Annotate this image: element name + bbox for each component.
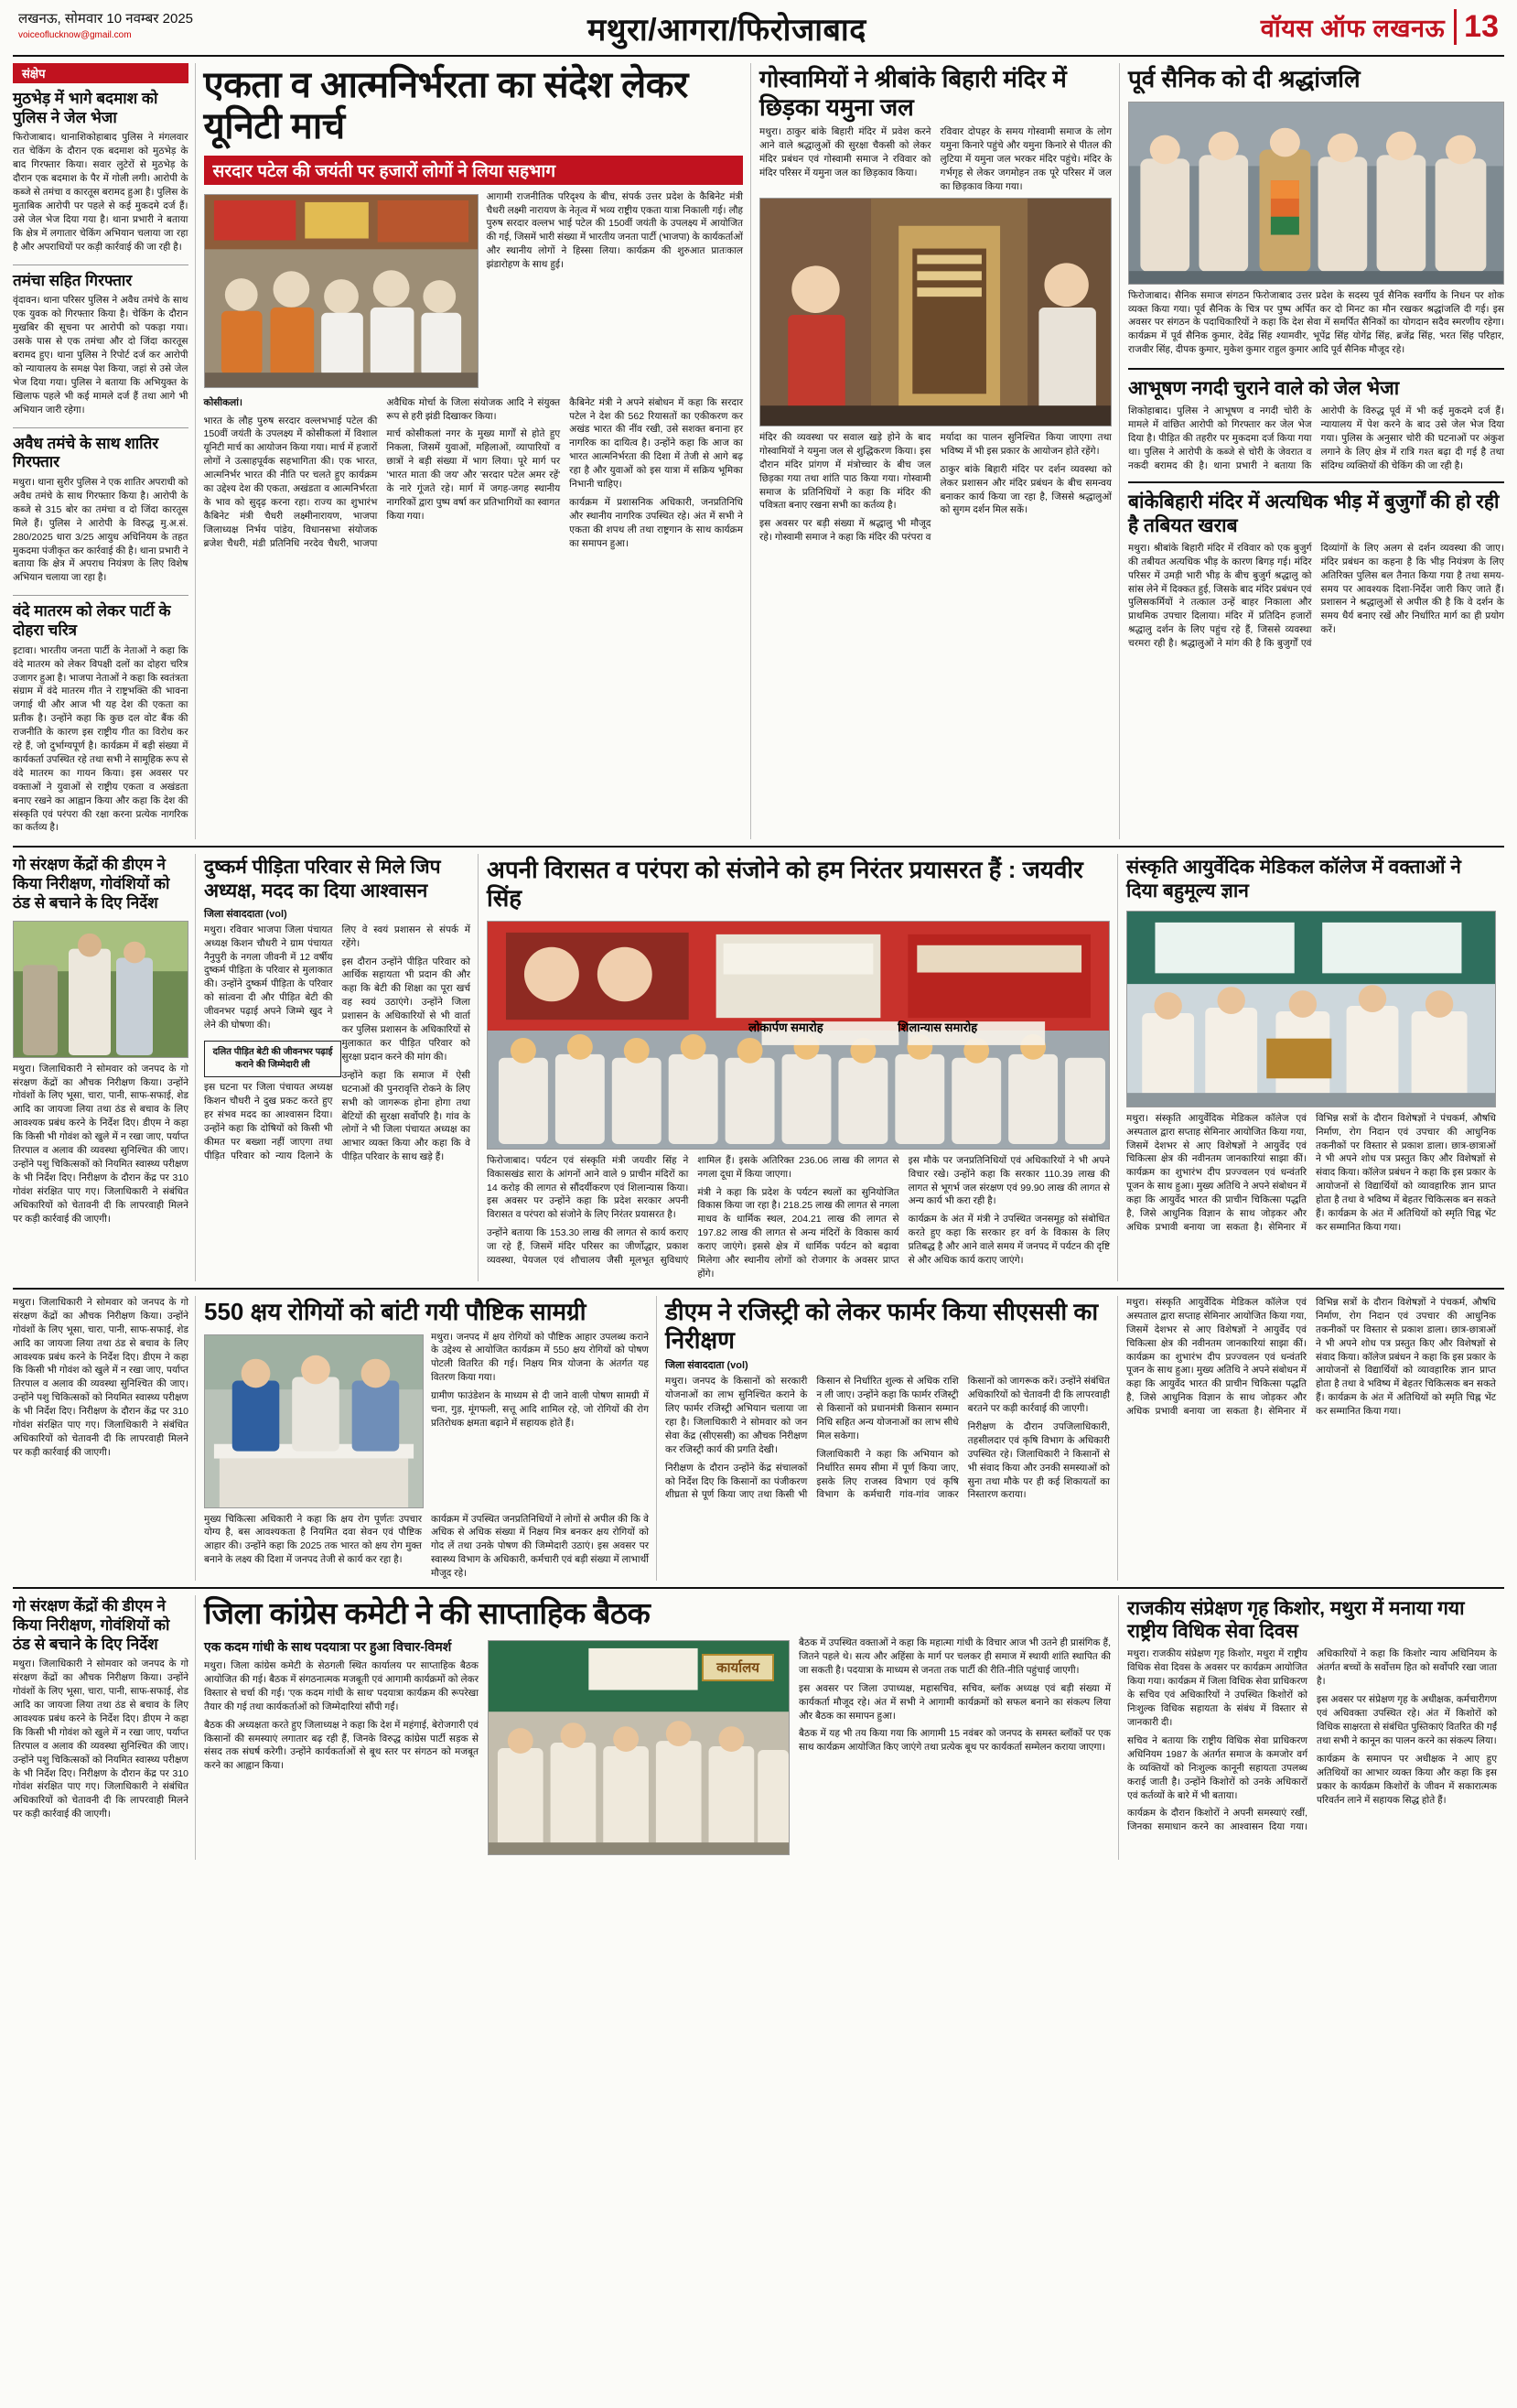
tb-paragraph: मथुरा। जनपद में क्षय रोगियों को पौष्टिक आहार उपलब्ध कराने के उद्देश्य से आयोजित कार्यक्रम में 550 क्षय रोगियों को पोषण पोटली वितरित की गई। निक्षय मित्र योजना के अंतर्गत यह वितरण किया गया। [431,1331,649,1384]
congress-meeting-story [204,1595,1119,1860]
dm-paragraph: निरीक्षण के दौरान उपजिलाधिकारी, तहसीलदार एवं कृषि विभाग के अधिकारी उपस्थित रहे। जिलाधिकारी ने किसानों से भी संवाद किया और उनकी समस्याओं को सुना तथा मौके पर ही कई शिकायतों का निस्तारण कराया। [967,1420,1110,1501]
banner-label-1: लोकार्पण समारोह [748,1020,823,1035]
third-band [13,1296,1504,1581]
edition-date: लखनऊ, सोमवार 10 नवम्बर 2025 [18,11,194,27]
lead-paragraph: कार्यक्रम में प्रशासनिक अधिकारी, जनप्रतिनिधि और स्थानीय नागरिक उपस्थित रहे। अंत में सभी ने एकता की शपथ ली तथा राष्ट्रगान के साथ कार्यक्रम का समापन हुआ। [569,496,743,549]
theft-headline: आभूषण नगदी चुराने वाले को जेल भेजा [1128,378,1400,400]
banner-label-2: शिलान्यास समारोह [898,1020,978,1035]
dm-headline: डीएम ने रजिस्ट्री को लेकर फार्मर किया सीएससी का निरीक्षण [665,1297,1099,1354]
cow-shelter-text: मथुरा। जिलाधिकारी ने सोमवार को जनपद के गो संरक्षण केंद्रों का औचक निरीक्षण किया। उन्होंने गोवंशों के लिए भूसा, चारा, पानी, साफ-सफाई, शेड आदि का जायजा लिया तथा ठंड से बचाव के लिए आवश्यक प्रबंध करने के निर्देश दिए। डीएम ने कहा कि किसी भी गोवंश को खुले में न रखा जाए, पर्याप्त तिरपाल व अलाव की व्यवस्था सुनिश्चित की जाए। उन्होंने पशु चिकित्सकों को नियमित स्वास्थ्य परीक्षण के भी निर्देश दिए। निरीक्षण के दौरान केंद्र पर 310 गोवंश संरक्षित पाए गए। जिलाधिकारी ने संबंधित अधिकारियों को चेतावनी दी कि लापरवाही मिलने पर कड़ी कार्रवाई की जाएगी। [13,1658,188,1820]
lead-paragraph: मार्च कोसीकलां नगर के मुख्य मार्गों से होते हुए निकला, जिसमें युवाओं, महिलाओं, व्यापारियों व छात्रों ने बड़ी संख्या में भाग लिया। पूरे मार्ग पर 'भारत माता की जय' और 'सरदार पटेल अमर रहें' के नारे गूंजते रहे। मार्ग में जगह-जगह स्थानीय नागरिकों द्वारा पुष्प वर्षा कर प्रतिभागियों का स्वागत किया गया। [386,428,561,522]
veteran-photo-image [1129,103,1503,284]
masthead-left [18,9,193,42]
tb-photo [204,1334,424,1508]
crowd-text: मथुरा। श्रीबांके बिहारी मंदिर में रविवार को एक बुजुर्ग की तबीयत अत्यधिक भीड़ के कारण बिगड़ गई। मंदिर परिसर में उमड़ी भारी भीड़ के बीच बुजुर्ग श्रद्धालु को सांस लेने में दिक्कत हुई, जिसके बाद मंदिर प्रबंधन एवं पुलिसकर्मियों ने तत्काल उन्हें बाहर निकाला और प्राथमिक उपचार दिलाया। मंदिर में प्रतिदिन हजारों श्रद्धालु दर्शन के लिए पहुंच रहे हैं, जिससे व्यवस्था चरमरा रही है। श्रद्धालुओं ने मांग की है कि बुजुर्गों एवं दिव्यांगों के लिए अलग से दर्शन व्यवस्था की जाए। मंदिर प्रबंधन का कहना है कि भीड़ नियंत्रण के लिए अतिरिक्त पुलिस बल तैनात किया गया है तथा समय-समय पर आवश्यक दिशा-निर्देश जारी किए जाते हैं। प्रशासन ने श्रद्धालुओं से अपील की है कि वे दर्शन के समय धैर्य बनाए रखें और निर्धारित मार्ग का ही प्रयोग करें। [1128,542,1504,650]
congress-photo [488,1640,790,1855]
congress-paragraph: मथुरा। जिला कांग्रेस कमेटी के सेठगली स्थित कार्यालय पर साप्ताहिक बैठक आयोजित की गई। बैठक में संगठनात्मक मजबूती एवं आगामी कार्यक्रमों को लेकर विस्तार से चर्चा की गई। 'एक कदम गांधी के साथ' पदयात्रा कार्यक्रम की रूपरेखा तैयार की गई तथा कार्यकर्ताओं को जिम्मेदारियां सौंपी गईं। [204,1660,479,1712]
ayurveda-text-continued: मथुरा। संस्कृति आयुर्वेदिक मेडिकल कॉलेज एवं अस्पताल द्वारा सप्ताह सेमिनार आयोजित किया गया, जिसमें देशभर से आए विशेषज्ञों ने आयुर्वेद एवं चिकित्सा क्षेत्र की नवीनतम जानकारियां साझा कीं। कार्यक्रम का शुभारंभ दीप प्रज्ज्वलन एवं धन्वंतरि पूजन के साथ हुआ। मुख्य अतिथि ने अपने संबोधन में कहा कि आयुर्वेद भारत की प्राचीन चिकित्सा पद्धति है, जिसे आधुनिक विज्ञान के साथ जोड़कर और अधिक प्रभावी बनाया जा सकता है। सेमिनार में विभिन्न सत्रों के दौरान विशेषज्ञों ने पंचकर्म, औषधि निर्माण, रोग निदान एवं उपचार की आधुनिक तकनीकों पर विस्तार से प्रकाश डाला। छात्र-छात्राओं ने भी अपने शोध पत्र प्रस्तुत किए और विशेषज्ञों से संवाद किया। कॉलेज प्रबंधन ने कहा कि इस प्रकार के आयोजनों से विद्यार्थियों को व्यावहारिक ज्ञान प्राप्त होता है तथा वे भविष्य में बेहतर चिकित्सक बन सकते हैं। कार्यक्रम के अंत में अतिथियों को स्मृति चिह्न भेंट कर सम्मानित किया गया। [1126,1296,1496,1418]
heritage-headline: अपनी विरासत व परंपरा को संजोने को हम निरंतर प्रयासरत हैं : जयवीर सिंह [487,856,1083,912]
legal-paragraph: इस अवसर पर संप्रेक्षण गृह के अधीक्षक, कर्मचारीगण एवं अधिवक्ता उपस्थित रहे। अंत में किशोरों को विधिक साक्षरता से संबंधित पुस्तिकाएं वितरित की गईं तथा सभी ने कानून का पालन करने का संकल्प लिया। [1317,1694,1497,1746]
heritage-paragraph: मंत्री ने कहा कि प्रदेश के पर्यटन स्थलों का सुनियोजित विकास किया जा रहा है। 218.25 लाख की लागत से नगला माधव के धार्मिक स्थल, 204.21 लाख की लागत से 197.82 लाख की लागत से अन्य मंदिरों के विकास कार्य कराए जाएंगे। इससे क्षेत्र में धार्मिक पर्यटन को बढ़ावा मिलेगा और स्थानीय लोगों को रोजगार के अवसर प्राप्त होंगे। [697,1186,899,1280]
fourth-band [13,1595,1504,1860]
briefs-column [13,63,196,839]
legal-services-story [1127,1595,1497,1860]
tb-patients-story [204,1296,657,1581]
heritage-paragraph: इस मौके पर जनप्रतिनिधियों एवं अधिकारियों ने भी अपने विचार रखे। उन्होंने कहा कि सरकार 110.39 लाख की लागत से भूगर्भ जल संरक्षण एवं 99.90 लाख की लागत से अन्य कार्य भी करा रही है। [908,1154,1110,1207]
publication-logo: वॉयस ऑफ लखनऊ [1260,15,1446,42]
heritage-paragraph: उन्होंने बताया कि 153.30 लाख की लागत से कार्य कराए जा रहे हैं, जिसमें मंदिर परिसर का जीर्णोद्धार, प्रकाश व्यवस्था, पेयजल एवं शौचालय जैसी मूलभूत सुविधाएं शामिल हैं। इसके अतिरिक्त 236.06 लाख की लागत से नगला दूधा में किया जाएगा। [487,1154,899,1267]
veteran-text: फिरोजाबाद। सैनिक समाज संगठन फिरोजाबाद उत्तर प्रदेश के सदस्य पूर्व सैनिक स्वर्गीय के निधन पर शोक व्यक्त किया गया। पूर्व सैनिक के चित्र पर पुष्प अर्पित कर दो मिनट का मौन रखकर श्रद्धांजलि दी गई। इस अवसर पर संगठन के पदाधिकारियों ने कहा कि देश सेवा में समर्पित सैनिकों का योगदान सदैव स्मरणीय रहेगा। कार्यक्रम में पूर्व सैनिक कुमार, देवेंद्र सिंह श्यामवीर, भूपेंद्र सिंह योगेंद्र सिंह, ब्रजेंद्र सिंह, भरत सिंह परिहार, राजवीर सिंह, दीपक कुमार, मुकेश कुमार राहुल कुमार आदि पूर्व सैनिक मौजूद रहे। [1128,289,1504,356]
lead-paragraph: कैबिनेट मंत्री ने अपने संबोधन में कहा कि सरदार पटेल ने देश की 562 रियासतों का एकीकरण कर अखंड भारत की नींव रखी, उसे सशक्त बनाना हर नागरिक का दायित्व है। उन्होंने कहा कि आज का भारत आत्मनिर्भरता की दिशा में तेजी से आगे बढ़ रहा है और युवाओं को इस यात्रा में सक्रिय भूमिका निभानी चाहिए। [569,396,743,491]
brief-photo [13,921,188,1058]
tb-paragraph: ग्रामीण फाउंडेशन के माध्यम से दी जाने वाली पोषण सामग्री में चना, गुड़, मूंगफली, सत्तू आदि शामिल रहे, जो रोगियों की रोग प्रतिरोधक क्षमता बढ़ाने में सहायक होते हैं। [431,1390,649,1429]
brief-headline: गो संरक्षण केंद्रों की डीएम ने किया निरीक्षण, गोवंशियों को ठंड से बचाने के दिए निर्देश [13,856,170,912]
brief-headline: वंदे मातरम को लेकर पार्टी के दोहरा चरित्र [13,602,171,639]
ayurveda-continued [1126,1296,1496,1581]
temple-headline: गोस्वामियों ने श्रीबांके बिहारी मंदिर में छिड़का यमुना जल [759,65,1067,121]
legal-paragraph: कार्यक्रम के दौरान किशोरों ने अपनी समस्याएं रखीं, जिनका समाधान करने का आश्वासन दिया गया। अधिकारियों ने कहा कि किशोर न्याय अधिनियम के अंतर्गत बच्चों के सर्वोत्तम हित को सर्वोपरि रखा जाता है। [1127,1648,1497,1833]
legal-paragraph: सचिव ने बताया कि राष्ट्रीय विधिक सेवा प्राधिकरण अधिनियम 1987 के अंतर्गत समाज के कमजोर वर्ग के व्यक्तियों को निःशुल्क कानूनी सहायता उपलब्ध कराई जाती है। उन्होंने किशोरों को उनके अधिकारों एवं कर्तव्यों के बारे में भी बताया। [1127,1734,1307,1801]
congress-paragraph: बैठक की अध्यक्षता करते हुए जिलाध्यक्ष ने कहा कि देश में महंगाई, बेरोजगारी एवं किसानों की समस्याएं लगातार बढ़ रही हैं, जिनके विरुद्ध कांग्रेस पार्टी सड़क से संसद तक संघर्ष करेगी। उन्होंने कार्यकर्ताओं से बूथ स्तर पर संगठन को मजबूत करने का आह्वान किया। [204,1719,479,1772]
veteran-headline: पूर्व सैनिक को दी श्रद्धांजलि [1128,65,1361,92]
office-signboard: कार्यालय [702,1654,774,1681]
victim-paragraph: इस दौरान उन्होंने पीड़ित परिवार को आर्थिक सहायता भी प्रदान की और कहा कि बेटी की शिक्षा का पूरा खर्च वह स्वयं उठाएंगे। उन्होंने जिला प्रशासन के अधिकारियों से भी वार्ता कर पुलिस प्रशासन के अधिकारियों से मुलाकात कर पीड़ित परिवार को सुरक्षा प्रदान करने की मांग की। [341,956,470,1063]
cow-shelter-headline: गो संरक्षण केंद्रों की डीएम ने किया निरीक्षण, गोवंशियों को ठंड से बचाने के दिए निर्देश [13,1597,170,1653]
dm-registry-story [665,1296,1118,1581]
brief-headline: अवैध तमंचे के साथ शातिर गिरफ्तार [13,434,159,471]
brief-headline: मुठभेड़ में भागे बदमाश को पुलिस ने जेल भेजा [13,90,158,126]
lead-story [204,63,752,839]
ayurveda-headline: संस्कृति आयुर्वेदिक मेडिकल कॉलेज में वक्ताओं ने दिया बहुमूल्य ज्ञान [1126,857,1461,902]
victim-pullquote: दलित पीड़ित बेटी की जीवनभर पढ़ाई कराने की जिम्मेदारी ली [204,1041,341,1077]
temple-paragraph: मंदिर की व्यवस्था पर सवाल खड़े होने के बाद गोस्वामियों ने यमुना जल से शुद्धिकरण किया। इस दौरान मंदिर प्रांगण में मंत्रोच्चार के बीच जल छिड़का गया तथा शांति पाठ किया गया। गोस्वामी समाज के प्रतिनिधियों ने कहा कि मंदिर की पवित्रता बनाए रखना सभी का कर्तव्य है। [759,431,931,512]
victim-family-story [204,854,479,1281]
temple-paragraph: मथुरा। ठाकुर बांके बिहारी मंदिर में प्रवेश करने आने वाले श्रद्धालुओं की सुरक्षा चैकसी को लेकर मंदिर प्रबंधन एवं गोस्वामी समाज ने रविवार को मंदिर परिसर में यमुना जल का छिड़काव किया। [759,126,931,179]
brief-text: मथुरा। थाना सुरीर पुलिस ने एक शातिर अपराधी को अवैध तमंचे के साथ गिरफ्तार किया है। आरोपी के कब्जे से 315 बोर का तमंचा व दो जिंदा कारतूस मिले हैं। पुलिस ने आरोपी के विरुद्ध मु.अ.सं. 280/2025 धारा 3/25 आयुध अधिनियम के तहत मुकदमा पंजीकृत कर कार्रवाई की है। थाना प्रभारी ने बताया कि क्षेत्र में अपराध नियंत्रण के लिए विशेष अभियान चलाया जा रहा है। [13,476,188,584]
tb-headline: 550 क्षय रोगियों को बांटी गयी पौष्टिक सामग्री [204,1297,586,1325]
dm-byline: जिला संवाददाता (vol) [665,1360,748,1372]
ayurveda-story [1126,854,1496,1281]
temple-photo-image [760,199,1111,426]
brief-text: फिरोजाबाद। थानाशिकोहाबाद पुलिस ने मंगलवार रात चेकिंग के दौरान एक बदमाश को मुठभेड़ के बाद गिरफ्तार किया। सवार लुटेरों से मुठभेड़ के दौरान एक बदमाश के पैर में गोली लगी। आरोपी के कब्जे से तमंचा व कारतूस बरामद हुआ है। पुलिस के मुताबिक आरोपी पर पहले से कई मुकदमे दर्ज हैं। उसे जेल भेज दिया गया है। थाना प्रभारी ने बताया कि क्षेत्र में लगातार चेकिंग अभियान चलाया जा रहा है और अपराधियों पर कड़ी कार्रवाई की जा रही है। [13,132,188,253]
heritage-paragraph: कार्यक्रम के अंत में मंत्री ने उपस्थित जनसमूह को संबोधित करते हुए कहा कि सरकार हर वर्ग के विकास के लिए प्रतिबद्ध है और आने वाले समय में जनपद में पर्यटन की दृष्टि से और अधिक कार्य कराए जाएंगे। [908,1214,1110,1267]
legal-paragraph: कार्यक्रम के समापन पर अधीक्षक ने आए हुए अतिथियों का आभार व्यक्त किया और कहा कि इस प्रकार के कार्यक्रम किशोरों के जीवन में सकारात्मक परिवर्तन लाने में सहायक सिद्ध होते हैं। [1317,1753,1497,1806]
masthead [13,0,1504,57]
lead-photo [204,194,479,388]
briefs-kicker: संक्षेप [13,63,188,83]
temple-paragraph: रविवार दोपहर के समय गोस्वामी समाज के लोग यमुना किनारे पहुंचे और यमुना किनारे से पीतल की लुटिया में यमुना जल भरकर मंदिर पहुंचे। मंदिर के गर्भगृह से लेकर जगमोहन तक पूरे परिसर में जल का छिड़काव किया गया। [940,126,1113,192]
tb-paragraph: कार्यक्रम में उपस्थित जनप्रतिनिधियों ने लोगों से अपील की कि वे अधिक से अधिक संख्या में निक्षय मित्र बनकर क्षय रोगियों को गोद लें तथा उनके पोषण की जिम्मेदारी उठाएं। इस अवसर पर स्वास्थ्य विभाग के अधिकारी, कर्मचारी एवं बड़ी संख्या में लाभार्थी मौजूद रहे। [431,1513,649,1580]
top-band [13,63,1504,839]
lead-dateline: कोसीकलां। [203,396,242,408]
temple-paragraph: ठाकुर बांके बिहारी मंदिर पर दर्शन व्यवस्था को लेकर प्रशासन और मंदिर प्रबंधन के बीच समन्वय बनाकर कार्य किया जा रहा है, जिससे श्रद्धालुओं को सुगम दर्शन मिल सकें। [940,463,1113,516]
lead-photo-image [205,195,478,387]
victim-paragraph: इस घटना पर जिला पंचायत अध्यक्ष किशन चौधरी ने दुख प्रकट करते हुए हर संभव मदद का आश्वासन दिया। उन्होंने कहा कि दोषियों को किसी भी कीमत पर बख्शा नहीं जाएगा तथा पीड़ित परिवार को न्याय दिलाने के लिए वे स्वयं प्रशासन से संपर्क में रहेंगे। [204,923,470,1161]
veteran-photo [1128,102,1504,285]
lead-paragraph: आगामी राजनीतिक परिदृश्य के बीच, संपर्क उत्तर प्रदेश के कैबिनेट मंत्री चैधरी लक्ष्मी नारायण के नेतृत्व में भव्य राष्ट्रीय एकता यात्रा निकाली गई। लौह पुरुष सरदार वल्लभ भाई पटेल की 150वीं जयंती के उपलक्ष्य में आयोजित की गई, जिसमें भारी संख्या में भारतीय जनता पार्टी (भाजपा) के कार्यकर्ताओं और स्थानीय लोगों ने हिस्सा लिया। कार्यक्रम की शुरुआत प्रातःकाल झंडारोहण के साथ हुई। [486,190,744,271]
middle-band [13,854,1504,1281]
heritage-story [487,854,1118,1281]
victim-headline: दुष्कर्म पीड़िता परिवार से मिले जिप अध्यक्ष, मदद का दिया आश्वासन [204,857,441,902]
crowd-headline: बांकेबिहारी मंदिर में अत्यधिक भीड़ में बुजुर्गों की हो रही है तबियत खराब [1128,491,1500,536]
brief-photo-image [14,922,188,1057]
briefs-column-continued [13,854,196,1281]
lead-dateline-paragraph [204,396,378,410]
brief-text-continued: मथुरा। जिलाधिकारी ने सोमवार को जनपद के गो संरक्षण केंद्रों का औचक निरीक्षण किया। उन्होंने गोवंशों के लिए भूसा, चारा, पानी, साफ-सफाई, शेड आदि का जायजा लिया तथा ठंड से बचाव के लिए आवश्यक प्रबंध करने के निर्देश दिए। डीएम ने कहा कि किसी भी गोवंश को खुले में न रखा जाए, पर्याप्त तिरपाल व अलाव की व्यवस्था सुनिश्चित की जाए। उन्होंने पशु चिकित्सकों को नियमित स्वास्थ्य परीक्षण के भी निर्देश दिए। निरीक्षण के दौरान केंद्र पर 310 गोवंश संरक्षित पाए गए। जिलाधिकारी ने संबंधित अधिकारियों को चेतावनी दी कि लापरवाही मिलने पर कड़ी कार्रवाई की जाएगी। [13,1296,188,1458]
brief-item [13,433,188,590]
right-rail [1128,63,1504,839]
brief-item [13,600,188,839]
theft-text: शिकोहाबाद। पुलिस ने आभूषण व नगदी चोरी के मामले में वांछित आरोपी को गिरफ्तार कर जेल भेज दिया है। पीड़ित की तहरीर पर मुकदमा दर्ज किया गया था। पुलिस ने आरोपी के कब्जे से चोरी के जेवरात व नकदी बरामद की है। थाना प्रभारी ने बताया कि आरोपी के विरुद्ध पूर्व में भी कई मुकदमे दर्ज हैं। न्यायालय में पेश करने के बाद उसे जेल भेज दिया गया। पुलिस के अनुसार चोरी की घटनाओं पर अंकुश लगाने के लिए क्षेत्र में रात्रि गश्त बढ़ा दी गई है तथा संदिग्ध व्यक्तियों की चेकिंग की जा रही है। [1128,405,1504,472]
brief-item [13,270,188,422]
dm-paragraph: मथुरा। जनपद के किसानों को सरकारी योजनाओं का लाभ सुनिश्चित कराने के लिए फार्मर रजिस्ट्री अभियान चलाया जा रहा है। जिलाधिकारी ने सोमवार को जन सेवा केंद्र (सीएससी) का औचक निरीक्षण कर रजिस्ट्री कार्य की प्रगति देखी। [665,1376,808,1455]
victim-paragraph: मथुरा। रविवार भाजपा जिला पंचायत अध्यक्ष किशन चौधरी ने ग्राम पंचायत नैनुपुरी के नगला जीवनी में 12 वर्षीय दुष्कर्म पीड़िता के परिवार से मुलाकात की। उन्होंने दुष्कर्म पीड़िता के परिवार को सांत्वना दी और पीड़ित बेटी की जीवनभर पढ़ाई अपने जिम्मे खुद ने लेने की घोषणा की। [204,923,333,1031]
brief-headline: तमंचा सहित गिरफ्तार [13,271,133,289]
ayurveda-photo [1126,911,1496,1107]
heritage-photo [487,921,1110,1150]
ayurveda-text: मथुरा। संस्कृति आयुर्वेदिक मेडिकल कॉलेज एवं अस्पताल द्वारा सप्ताह सेमिनार आयोजित किया गया, जिसमें देशभर से आए विशेषज्ञों ने आयुर्वेद एवं चिकित्सा क्षेत्र की नवीनतम जानकारियां साझा कीं। कार्यक्रम का शुभारंभ दीप प्रज्ज्वलन एवं धन्वंतरि पूजन के साथ हुआ। मुख्य अतिथि ने अपने संबोधन में कहा कि आयुर्वेद भारत की प्राचीन चिकित्सा पद्धति है, जिसे आधुनिक विज्ञान के साथ जोड़कर और अधिक प्रभावी बनाया जा सकता है। सेमिनार में विभिन्न सत्रों के दौरान विशेषज्ञों ने पंचकर्म, औषधि निर्माण, रोग निदान एवं उपचार की आधुनिक तकनीकों पर विस्तार से प्रकाश डाला। छात्र-छात्राओं ने भी अपने शोध पत्र प्रस्तुत किए और विशेषज्ञों से संवाद किया। कॉलेज प्रबंधन ने कहा कि इस प्रकार के आयोजनों से विद्यार्थियों को व्यावहारिक ज्ञान प्राप्त होता है तथा वे भविष्य में बेहतर चिकित्सक बन सकते हैं। कार्यक्रम के अंत में अतिथियों को स्मृति चिह्न भेंट कर सम्मानित किया गया। [1126,1112,1496,1234]
lead-headline: एकता व आत्मनिर्भरता का संदेश लेकर यूनिटी मार्च [203,65,688,146]
dm-paragraph: जिलाधिकारी ने कहा कि अभियान को निर्धारित समय सीमा में पूर्ण किया जाए, इसके लिए राजस्व विभाग एवं कृषि विभाग के कर्मचारी गांव-गांव जाकर किसानों को जागरूक करें। उन्होंने संबंधित अधिकारियों को चेतावनी दी कि लापरवाही बरतने पर कड़ी कार्रवाई की जाएगी। [816,1376,1110,1501]
victim-paragraph: उन्होंने कहा कि समाज में ऐसी घटनाओं की पुनरावृत्ति रोकने के लिए सभी को जागरूक होना होगा तथा बेटियों की सुरक्षा सर्वोपरि है। गांव के लोगों ने भी जिला पंचायत अध्यक्ष का आभार व्यक्त किया और कहा कि वे पीड़ित परिवार के साथ खड़े हैं। [341,1069,470,1163]
tb-paragraph: मुख्य चिकित्सा अधिकारी ने कहा कि क्षय रोग पूर्णतः उपचार योग्य है, बस आवश्यकता है नियमित दवा सेवन एवं पौष्टिक आहार की। उन्होंने कहा कि 2025 तक भारत को क्षय रोग मुक्त बनाने के लक्ष्य की दिशा में जनपद तेजी से कार्य कर रहा है। [204,1513,422,1566]
congress-paragraph: बैठक में यह भी तय किया गया कि आगामी 15 नवंबर को जनपद के समस्त ब्लॉकों पर एक साथ कार्यक्रम आयोजित किए जाएंगे तथा प्रत्येक बूथ पर कार्यकर्ता सम्मेलन कराया जाएगा। [799,1728,1111,1754]
ayurveda-photo-image [1127,912,1495,1107]
edition-region-title: मथुरा/आगरा/फिरोजाबाद [586,13,866,48]
congress-paragraph: बैठक में उपस्थित वक्ताओं ने कहा कि महात्मा गांधी के विचार आज भी उतने ही प्रासंगिक हैं, जितने पहले थे। सत्य और अहिंसा के मार्ग पर चलकर ही समाज में स्थायी शांति स्थापित की जा सकती है। पदयात्रा के माध्यम से जनता तक पार्टी की रीति-नीति पहुंचाई जाएगी। [799,1637,1111,1676]
contact-email: voiceoflucknow@gmail.com [18,29,132,40]
legal-headline: राजकीय संप्रेक्षण गृह किशोर, मथुरा में मनाया गया राष्ट्रीय विधिक सेवा दिवस [1127,1598,1465,1643]
lead-subheadline: सरदार पटेल की जयंती पर हजारों लोगों ने लिया सहभाग [204,156,744,185]
lead-paragraph: भारत के लौह पुरुष सरदार वल्लभभाई पटेल की 150वीं जयंती के उपलक्ष्य में कोसीकलां में विशाल यूनिटी मार्च का आयोजन किया गया। मार्च में हजारों लोगों ने उत्साहपूर्वक सहभागिता की। एक भारत, आत्मनिर्भर भारत की नीति पर चलते हुए कार्यक्रम का उद्देश्य देश की एकता, अखंडता व आत्मनिर्भरता के भाव को सुदृढ़ करना रहा। राज्य का शुभारंभ कैबिनेट मंत्री चैधरी लक्ष्मीनारायण, भाजपा जिलाध्यक्ष निर्भय पांडेय, विधानसभा संयोजक ब्रजेश चैधरी, मंडी प्रतिनिधि नरदेव चैधरी, भाजपा अवैधिक मोर्चा के जिला संयोजक आदि ने संयुक्त रूप से हरी झंडी दिखाकर किया। [203,396,561,549]
temple-photo [759,198,1112,427]
brief-text: वृंदावन। थाना परिसर पुलिस ने अवैध तमंचे के साथ एक युवक को गिरफ्तार किया है। चेकिंग के दौरान मुखबिर की सूचना पर आरोपी को पकड़ा गया। उसके पास से एक तमंचा और दो जिंदा कारतूस बरामद हुए। थाना पुलिस ने रिपोर्ट दर्ज कर आरोपी को न्यायालय के समक्ष पेश किया, जहां से उसे जेल भेज दिया गया। पुलिस ने बताया कि अभियुक्त के खिलाफ पहले भी कई मामले दर्ज हैं तथा आगे भी अभियान जारी रहेगा। [13,295,188,416]
brief-item [13,88,188,259]
tb-photo-image [205,1335,423,1507]
temple-story [759,63,1120,839]
cow-shelter-story [13,1595,196,1860]
congress-headline: जिला कांग्रेस कमेटी ने की साप्ताहिक बैठक [204,1596,651,1631]
legal-paragraph: मथुरा। राजकीय संप्रेक्षण गृह किशोर, मथुरा में राष्ट्रीय विधिक सेवा दिवस के अवसर पर कार्यक्रम आयोजित किया गया। कार्यक्रम में जिला विधिक सेवा प्राधिकरण के सचिव एवं अधिकारियों ने उपस्थित किशोरों को निःशुल्क विधिक सहायता के संबंध में विस्तार से जानकारी दी। [1127,1648,1307,1728]
masthead-right [1261,9,1499,45]
temple-paragraph: इस अवसर पर बड़ी संख्या में श्रद्धालु भी मौजूद रहे। गोस्वामी समाज ने कहा कि मंदिर की परंपरा व मर्यादा का पालन सुनिश्चित किया जाएगा तथा भविष्य में भी इस प्रकार के आयोजन होते रहेंगे। [759,431,1113,544]
victim-byline: जिला संवाददाता (vol) [204,908,287,920]
congress-subheadline: एक कदम गांधी के साथ पदयात्रा पर हुआ विचार-विमर्श [204,1639,452,1655]
brief-text: मथुरा। जिलाधिकारी ने सोमवार को जनपद के गो संरक्षण केंद्रों का औचक निरीक्षण किया। उन्होंने गोवंशों के लिए भूसा, चारा, पानी, साफ-सफाई, शेड आदि का जायजा लिया तथा ठंड से बचाव के लिए आवश्यक प्रबंध करने के निर्देश दिए। डीएम ने कहा कि किसी भी गोवंश को खुले में न रखा जाए, पर्याप्त तिरपाल व अलाव की व्यवस्था सुनिश्चित की जाए। उन्होंने पशु चिकित्सकों को नियमित स्वास्थ्य परीक्षण के भी निर्देश दिए। निरीक्षण के दौरान केंद्र पर 310 गोवंश संरक्षित पाए गए। जिलाधिकारी ने संबंधित अधिकारियों को चेतावनी दी कि लापरवाही मिलने पर कड़ी कार्रवाई की जाएगी। [13,1063,188,1225]
row3-spacer [13,1296,196,1581]
congress-paragraph: इस अवसर पर जिला उपाध्यक्ष, महासचिव, सचिव, ब्लॉक अध्यक्ष एवं बड़ी संख्या में कार्यकर्ता मौजूद रहे। अंत में सभी ने आगामी कार्यक्रमों को सफल बनाने का संकल्प लिया और बैठक का समापन हुआ। [799,1682,1111,1722]
page-number: 13 [1454,9,1499,45]
brief-text: इटावा। भारतीय जनता पार्टी के नेताओं ने कहा कि वंदे मातरम को लेकर विपक्षी दलों का दोहरा चरित्र उजागर हुआ है। भाजपा नेताओं ने कहा कि स्वतंत्रता संग्राम में वंदे मातरम गीत ने राष्ट्रभक्ति की भावना जगाई थी और आज भी यह देश की एकता का प्रतीक है। उन्होंने कहा कि कुछ दल वोट बैंक की राजनीति के कारण इस राष्ट्रीय गीत का विरोध कर रहे हैं, जो दुर्भाग्यपूर्ण है। कार्यक्रम में बड़ी संख्या में कार्यकर्ता उपस्थित रहे तथा सभी ने सामूहिक रूप से वंदे मातरम का गायन किया। इस अवसर पर वक्ताओं ने युवाओं से राष्ट्रीय एकता व अखंडता बनाए रखने का आह्वान किया और कहा कि देश की संस्कृति एवं परंपरा की रक्षा करना प्रत्येक नागरिक का कर्तव्य है। [13,644,188,834]
dm-paragraph: निरीक्षण के दौरान उन्होंने केंद्र संचालकों को निर्देश दिए कि किसानों का पंजीकरण शीघ्रता से पूर्ण किया जाए तथा किसी भी किसान से निर्धारित शुल्क से अधिक राशि न ली जाए। उन्होंने कहा कि फार्मर रजिस्ट्री से किसानों को प्रधानमंत्री किसान सम्मान निधि सहित अन्य योजनाओं का लाभ सीधे मिल सकेगा। [665,1376,959,1501]
heritage-paragraph: फिरोजाबाद। पर्यटन एवं संस्कृति मंत्री जयवीर सिंह ने विकासखंड सारा के आंगनों आने वाले 9 प्राचीन मंदिरों का 14 करोड़ की लागत से सौंदर्यीकरण एवं शिलान्यास किया। इस अवसर पर उन्होंने कहा कि प्रदेश सरकार अपनी विरासत व परंपरा को संजोने के लिए निरंतर प्रयासरत है। [487,1154,689,1221]
